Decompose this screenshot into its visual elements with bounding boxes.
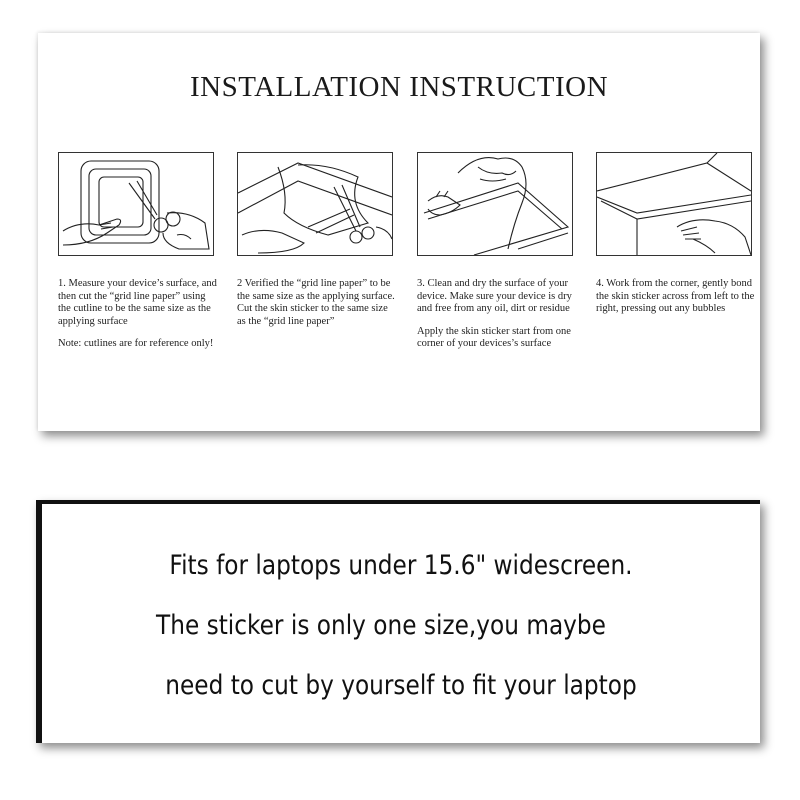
step-4-illustration [596,152,752,256]
step-1-illustration [58,152,214,256]
fit-notice-line-1: Fits for laptops under 15.6" widescreen. [169,550,633,581]
step-3-description: 3. Clean and dry the surface of your device. Make sure your device is dry and free from any oil, dirt or residue [417,278,572,314]
installation-instruction-card [38,33,760,431]
step-1-description: 1. Measure your device’s surface, and then cut the “grid line paper” using the cutline to be the same size as the applying surface [58,278,217,327]
fit-notice-line-2: The sticker is only one size,you maybe [156,610,606,641]
step-3-illustration [417,152,573,256]
step-4-description: 4. Work from the corner, gently bond the skin sticker across from left to the right, pressing out any bubbles [596,278,755,314]
step-1-note: Note: cutlines are for reference only! [58,338,214,349]
step-2-text [237,278,399,338]
step-2-illustration [237,152,393,256]
step-3-note: Apply the skin sticker start from one corner of your devices’s surface [417,325,571,349]
step-1-text [58,278,220,361]
instruction-title: INSTALLATION INSTRUCTION [189,71,609,103]
step-4-text [596,278,758,326]
step-2-description: 2 Verified the “grid line paper” to be the same size as the applying surface. Cut the skin sticker to the same size as the “grid line paper” [237,278,395,327]
step-3-text [417,278,579,361]
fit-notice-card [36,500,760,743]
fit-notice-line-3: need to cut by yourself to fit your laptop [165,670,637,701]
